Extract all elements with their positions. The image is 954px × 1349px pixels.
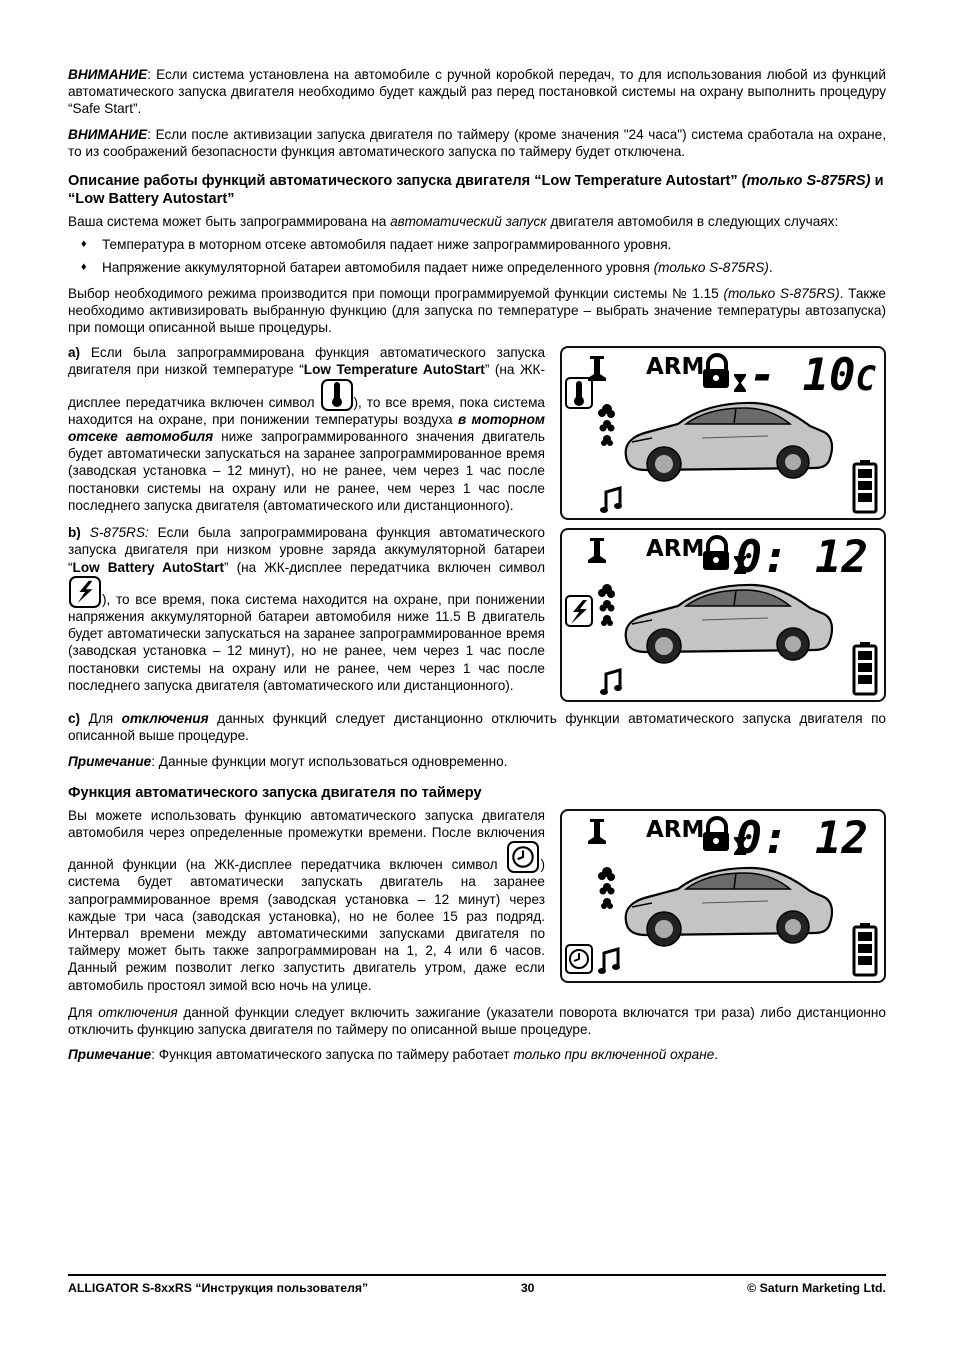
exhaust-smoke-icon (598, 584, 615, 626)
battery-icon (854, 923, 876, 975)
warning-1 (68, 66, 886, 118)
section2-note: Примечание: Функция автоматического запуска по таймеру работает только при включенной охране. (68, 1047, 719, 1063)
section2-heading: Функция автоматического запуска двигателя по таймеру (68, 784, 482, 801)
list-item: ♦ Температура в моторном отсеке автомобиля падает ниже запрограммированного уровня. (68, 236, 886, 253)
pin-icon (588, 819, 606, 844)
item-a (68, 344, 886, 520)
lcd-display-battery (560, 528, 886, 702)
page-number: 30 (520, 1281, 535, 1295)
warning-2 (68, 126, 886, 160)
lcd-display-timer (560, 809, 886, 983)
clock-indicator-icon (566, 945, 592, 973)
battery-icon (854, 642, 876, 694)
car-icon (626, 868, 832, 946)
section1-intro: Ваша система может быть запрограммирована на автоматический запуск двигателя автомобиля в следующих случаях: (68, 214, 839, 230)
section1-note: Примечание: Данные функции могут использоваться одновременно. (68, 753, 508, 769)
timer-disable-paragraph: Для отключения данной функции следует включить зажигание (указатели поворота включатся три раза) либо дистанционно отключить функцию запуска двигателя по таймеру по описанной выше процедуре. (68, 1004, 886, 1038)
lock-icon (703, 355, 729, 388)
lightning-indicator-icon (566, 596, 592, 626)
mode-selection-paragraph: Выбор необходимого режима производится при помощи программируемой функции системы № 1.15 (только S-875RS). Также необходимо активизировать выбранную функцию (для запуска по температуре – выбрать значение температуры автозапуска) при помощи описанной выше процедуры. (68, 285, 886, 336)
document-page (68, 66, 886, 1071)
section1-heading: Описание работы функций автоматического запуска двигателя “Low Temperature Autostart” (только S-875RS) и “Low Battery Autostart” (68, 173, 884, 208)
thermometer-icon (321, 379, 353, 411)
exhaust-smoke-icon (598, 404, 615, 446)
warning-1-label: ВНИМАНИЕ (68, 67, 148, 82)
list-item: ♦ Напряжение аккумуляторной батареи автомобиля падает ниже определенного уровня (только S-875RS). (68, 259, 886, 276)
item-b (68, 524, 886, 702)
item-b-text: b) S-875RS: Если была запрограммирована функция автоматического запуска двигателя при низком уровне заряда аккумуляторной батареи “Low Battery AutoStart” (на ЖК-дисплее передатчика включен символ ), то все время, пока система находится на охране, при понижении напряжения аккумуляторной батареи автомобиля ниже 11.5 В двигатель будет автоматически запускаться на заранее запрограммированное время (заводская установка – 12 минут), но не ранее, чем через 1 час после постановки системы на охрану или не ранее, чем через 1 час после последнего запуска двигателя (автоматического или дистанционного). (68, 525, 545, 693)
hourglass-icon (734, 374, 746, 392)
item-a-text: а) Если была запрограммирована функция автоматического запуска двигателя при низкой температуре “Low Temperature AutoStart” (на ЖК-дисплее передатчика включен символ ), то все время, пока система находится на охране, при понижении температуры воздуха в моторном отсеке автомобиля ниже запрограммированного значения двигатель будет автоматически запускаться на заранее запрограммированное время (заводская установка – 12 минут), но не ранее, чем через 1 час после постановки системы на охрану или не ранее, чем через 1 час после последнего запуска двигателя (автоматического или дистанционного). (68, 345, 546, 513)
footer-title: ALLIGATOR S-8xxRS “Инструкция пользователя” (68, 1281, 369, 1295)
music-note-icon (600, 488, 622, 513)
arm-label: ARM (646, 354, 705, 381)
pin-icon (588, 356, 606, 381)
lcd-display-temperature (560, 346, 886, 520)
thermometer-indicator-icon (566, 378, 592, 408)
battery-icon (854, 460, 876, 512)
clock-icon (507, 841, 539, 873)
arm-label: ARM (646, 536, 705, 563)
conditions-list (68, 236, 886, 276)
pin-icon (588, 538, 606, 563)
music-note-icon (600, 670, 622, 695)
lock-icon (703, 818, 729, 851)
warning-2-text: : Если после активизации запуска двигателя по таймеру (кроме значения "24 часа") система сработала на охране, то из соображений безопасности функция автоматического запуска по таймеру будет отключена. (68, 126, 886, 159)
lcd-timer-readout: 0: 12 (735, 532, 868, 584)
exhaust-smoke-icon (598, 867, 615, 909)
page-footer (68, 1274, 886, 1295)
warning-2-label: ВНИМАНИЕ (68, 126, 148, 142)
car-icon (626, 585, 832, 663)
timer-block (68, 807, 886, 994)
arm-label: ARM (646, 816, 705, 843)
footer-copyright: © Saturn Marketing Ltd. (747, 1281, 886, 1295)
lock-icon (703, 537, 729, 570)
lightning-icon (69, 576, 101, 608)
car-icon (626, 403, 832, 481)
timer-paragraph: Вы можете использовать функцию автоматического запуска двигателя автомобиля через определенные промежутки времени. После включения данной функции (на ЖК-дисплее передатчика включен символ ) система будет автоматически запускать двигатель на заранее запрограммированное время (заводская установка – 12 минут) через каждые три часа (заводская установка), но не более 15 раз подряд. Интервал времени между автоматическими запусками двигателя по таймеру может быть также запрограммирован на 1, 2, 4 или 6 часов. Данный режим позволит легко запустить двигатель утром, даже если автомобиль простоял зимой всю ночь на улице. (68, 807, 545, 993)
lcd-timer-readout: 0: 12 (735, 812, 868, 864)
lcd-temperature-readout: - 10C (749, 350, 876, 402)
warning-1-text: : Если система установлена на автомобиле с ручной коробкой передач, то для использования любой из функций автоматического запуска двигателя необходимо будет каждый раз перед постановкой системы на охрану выполнить процедуру “Safe Start”. (68, 67, 886, 117)
item-c-text: с) Для отключения данных функций следует дистанционно отключить функции автоматического запуска двигателя по описанной выше процедуре. (68, 711, 886, 744)
music-note-icon (598, 949, 620, 974)
lcd-temperature-unit: C (855, 359, 876, 400)
